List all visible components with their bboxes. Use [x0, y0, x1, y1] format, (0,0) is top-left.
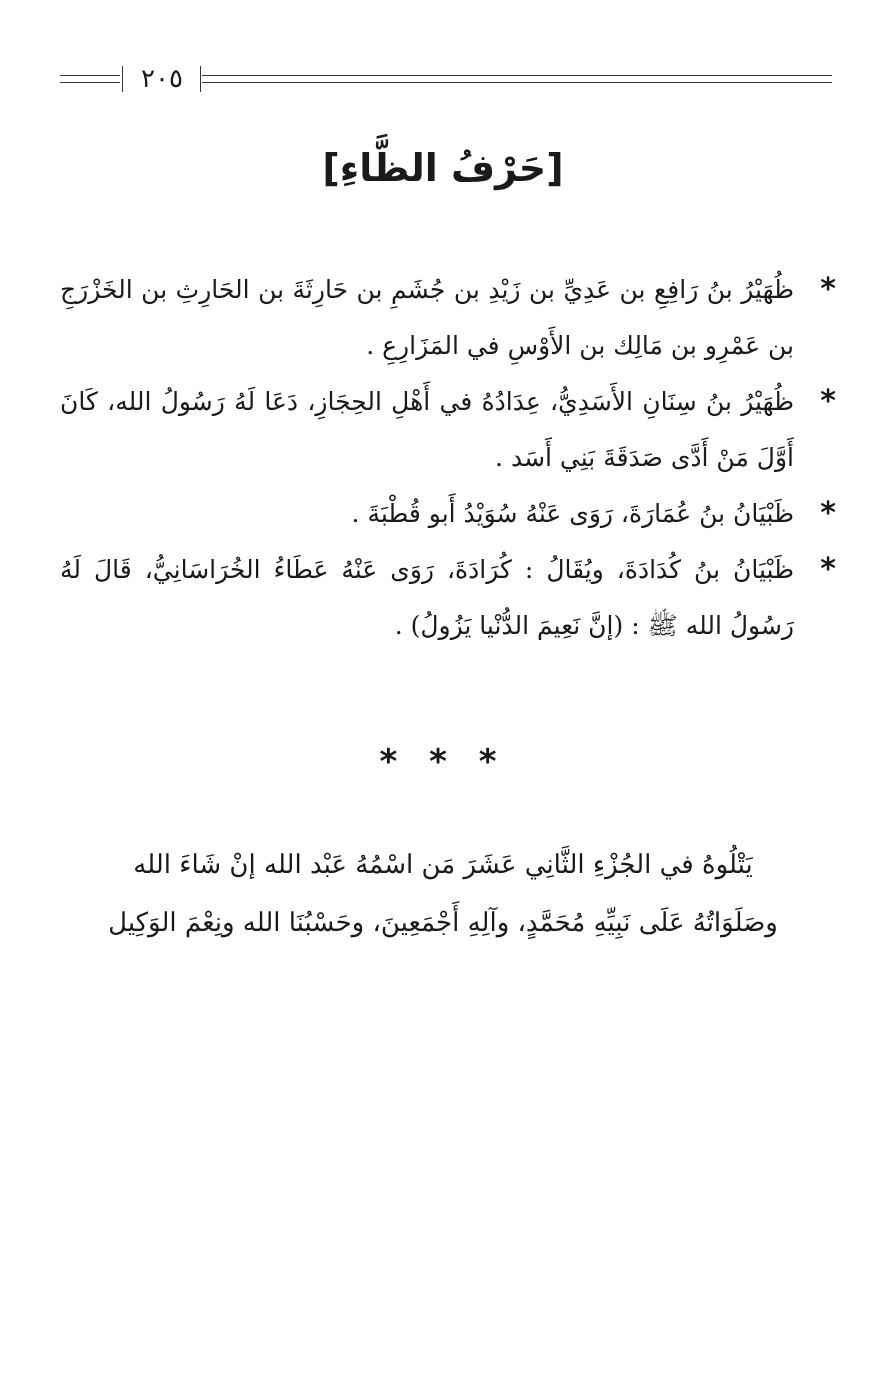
asterisk-bullet: * — [820, 496, 836, 531]
asterisk-bullet: * — [820, 272, 836, 307]
header-rule-left — [60, 75, 120, 83]
closing-line-1: يَتْلُوهُ في الجُزْءِ الثَّانِي عَشَرَ مَن اسْمُهُ عَبْد الله إنْ شَاءَ الله — [133, 850, 753, 880]
entry-text: ظُهَيْرُ بنُ سِنَانِ الأَسَدِيُّ، عِدَادُهُ في أَهْلِ الحِجَازِ، دَعَا لَهُ رَسُولُ الله، كَانَ أَوَّلَ مَنْ أَدَّى صَدَقَةَ بَنِي أَسَد . — [60, 387, 794, 472]
asterisk-bullet: * — [820, 552, 836, 587]
entry-text: ظَبْيَانُ بنُ عُمَارَةَ، رَوَى عَنْهُ سُوَيْدُ أَبو قُطْبَةَ . — [351, 499, 794, 528]
header-rule-divider — [122, 66, 123, 92]
page-number: ٢٠٥ — [141, 64, 183, 94]
header-rule-divider — [200, 66, 201, 92]
header-rule-right — [202, 75, 832, 83]
entry-item — [60, 262, 836, 374]
asterisk-bullet: * — [820, 384, 836, 419]
entry-text: ظُهَيْرُ بنُ رَافِعِ بن عَدِيِّ بن زَيْدِ بن جُشَمِ بن حَارِثَةَ بن الحَارِثِ بن الخَزْرَجِ بن عَمْرِو بن مَالِك بن الأَوْسِ في المَزَارِعِ . — [60, 275, 794, 360]
entry-item — [60, 374, 836, 486]
section-title: [حَرْفُ الظَّاءِ] — [322, 146, 564, 190]
entry-item — [60, 486, 836, 542]
entry-list — [60, 262, 836, 654]
closing-note — [80, 836, 806, 952]
entry-item — [60, 542, 836, 654]
entry-text: ظَبْيَانُ بنُ كُدَادَةَ، ويُقَالُ : كُرَادَةَ، رَوَى عَنْهُ عَطَاءُ الخُرَاسَانِيُّ، قَالَ لَهُ رَسُولُ الله ﷺ : (إنَّ نَعِيمَ الدُّنْيا يَزُولُ) . — [60, 555, 794, 640]
page-header — [60, 62, 832, 98]
closing-line-2: وصَلَوَاتُهُ عَلَى نَبِيِّهِ مُحَمَّدٍ، وآلِهِ أَجْمَعِينَ، وحَسْبُنَا الله ونِعْمَ الوَكِيل — [108, 908, 778, 938]
section-separator: * * * — [379, 742, 507, 782]
